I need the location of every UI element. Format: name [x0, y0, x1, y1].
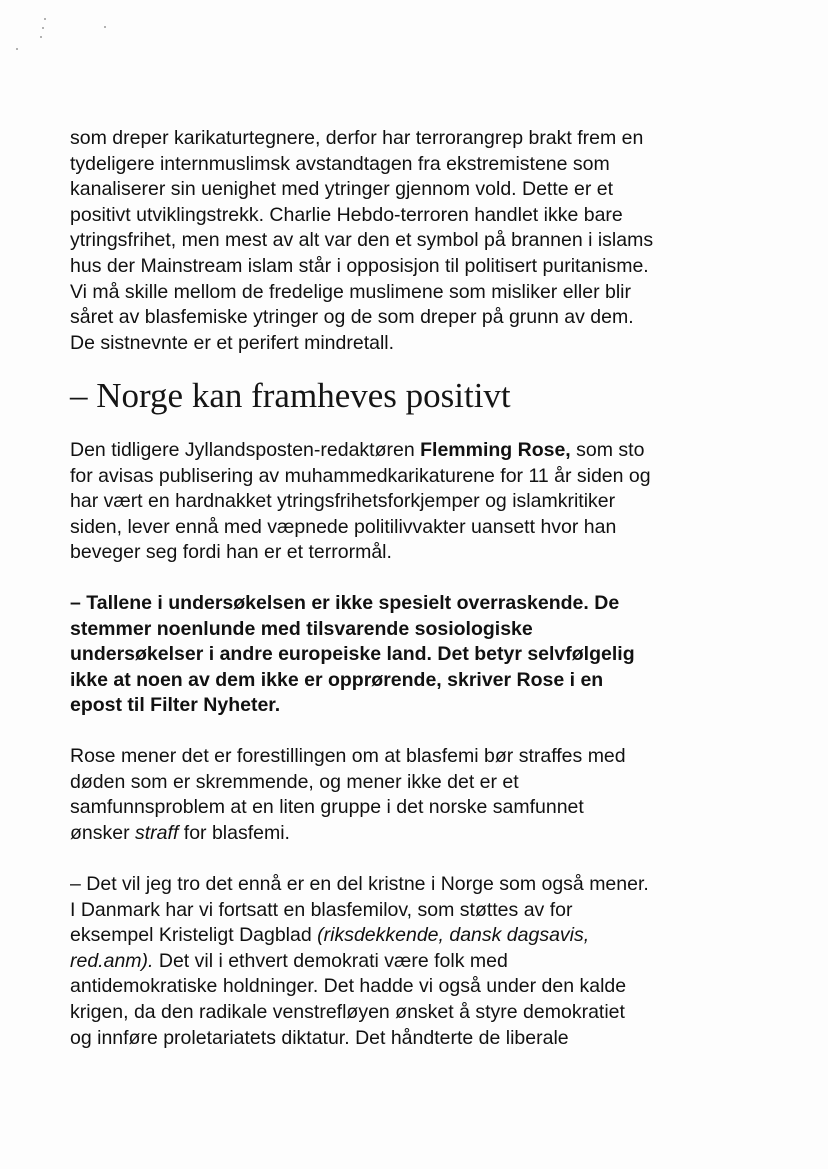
- paragraph-4: [70, 744, 750, 846]
- paragraph-1-line: Vi må skille mellom de fredelige muslimene som misliker eller blir: [70, 280, 631, 303]
- paragraph-1-line: positivt utviklingstrekk. Charlie Hebdo-terroren handlet ikke bare: [70, 203, 623, 226]
- paragraph-1-line: kanaliserer sin uenighet med ytringer gjennom vold. Dette er et: [70, 178, 614, 201]
- paragraph-2-line-1: [70, 438, 750, 464]
- section-heading: – Norge kan framheves positivt: [70, 376, 511, 415]
- paragraph-1: [70, 126, 750, 356]
- paragraph-5-line: – Det vil jeg tro det ennå er en del kristne i Norge som også mener.: [70, 873, 649, 895]
- quote-line: – Tallene i undersøkelsen er ikke spesielt overraskende. De: [70, 592, 620, 614]
- paragraph-4-line: samfunnsproblem at en liten gruppe i det norske samfunnet: [70, 796, 584, 819]
- editor-note-end: red.anm).: [70, 949, 154, 972]
- paragraph-4-line: døden som er skremmende, og mener ikke det er et: [70, 770, 519, 793]
- paragraph-1-line: De sistnevnte er et perifert mindretall.: [70, 331, 395, 354]
- quote-line: undersøkelser i andre europeiske land. Det betyr selvfølgelig: [70, 643, 635, 666]
- paragraph-5-line: antidemokratiske holdninger. Det hadde vi også under den kalde: [70, 975, 627, 998]
- quote-line: stemmer noenlunde med tilsvarende sosiologiske: [70, 617, 533, 640]
- paragraph-1-line: såret av blasfemiske ytringer og de som dreper på grunn av dem.: [70, 306, 634, 329]
- emphasis-word: straff: [135, 821, 179, 844]
- paragraph-1-line: ytringsfrihet, men mest av alt var den et symbol på brannen i islams: [70, 229, 654, 252]
- paragraph-2-line: siden, lever ennå med væpnede politilivvakter uansett hvor han: [70, 515, 617, 538]
- paragraph-4-last-pre: ønsker: [70, 821, 136, 844]
- paragraph-5-line: og innføre proletariatets diktatur. Det håndterte de liberale: [70, 1026, 569, 1049]
- paragraph-5-line-3-pre: eksempel Kristeligt Dagblad: [70, 924, 318, 947]
- paragraph-1-line: som dreper karikaturtegnere, derfor har terrorangrep brakt frem en: [70, 127, 644, 149]
- paragraph-4-line: Rose mener det er forestillingen om at blasfemi bør straffes med: [70, 745, 626, 767]
- paragraph-1-line: hus der Mainstream islam står i opposisjon til politisert puritanisme.: [70, 254, 649, 277]
- paragraph-5: [70, 872, 750, 1051]
- paragraph-5-line-3: [70, 923, 750, 949]
- paragraph-2: [70, 438, 750, 566]
- quote-line: ikke at noen av dem ikke er opprørende, skriver Rose i en: [70, 668, 604, 691]
- paragraph-1-line: tydeligere internmuslimsk avstandtagen fra ekstremistene som: [70, 152, 610, 175]
- quote-line: epost til Filter Nyheter.: [70, 694, 281, 717]
- paragraph-4-last-line: [70, 821, 750, 847]
- paragraph-2-line: har vært en hardnakket ytringsfrihetsforkjemper og islamkritiker: [70, 490, 616, 513]
- paragraph-5-line-4: [70, 949, 750, 975]
- paragraph-5-line: krigen, da den radikale venstrefløyen ønsket å styre demokratiet: [70, 1000, 625, 1023]
- paragraph-3-quote: [70, 591, 750, 719]
- paragraph-4-last-post: for blasfemi.: [178, 821, 290, 844]
- paragraph-5-line: I Danmark har vi fortsatt en blasfemilov, som støttes av for: [70, 898, 573, 921]
- person-name: Flemming Rose,: [420, 439, 571, 461]
- paragraph-2-line: beveger seg fordi han er et terrormål.: [70, 541, 392, 564]
- paragraph-2-line: for avisas publisering av muhammedkarikaturene for 11 år siden og: [70, 464, 651, 487]
- paragraph-5-line-4-post: Det vil i ethvert demokrati være folk med: [153, 949, 508, 972]
- editor-note: (riksdekkende, dansk dagsavis,: [317, 924, 590, 947]
- paragraph-2-intro-end: som sto: [570, 439, 645, 461]
- paragraph-2-intro: Den tidligere Jyllandsposten-redaktøren: [70, 439, 421, 461]
